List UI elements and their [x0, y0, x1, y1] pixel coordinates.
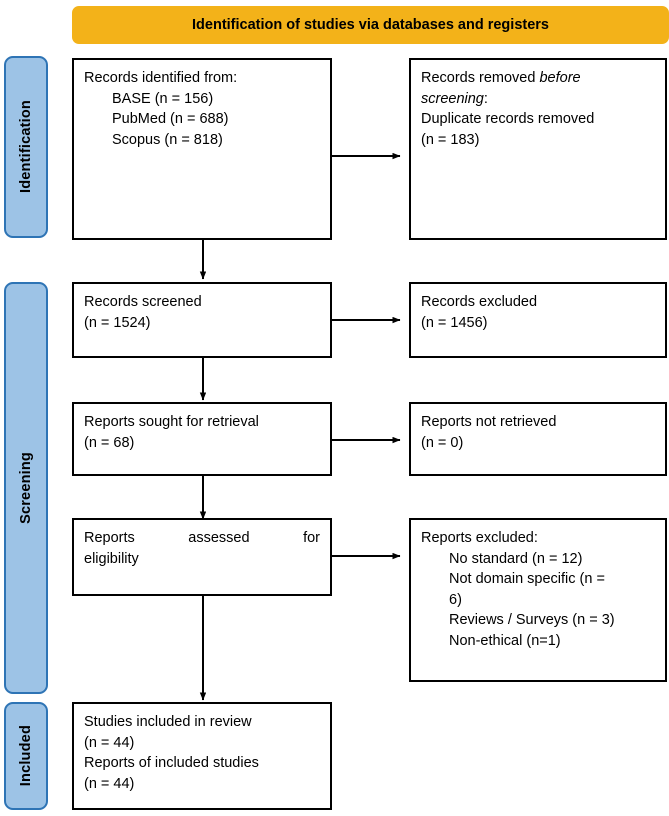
reports-excluded-item-not-domain-cont: 6): [449, 591, 462, 608]
phase-label-included: [4, 702, 48, 810]
records-identified-item-pubmed: PubMed (n = 688): [112, 111, 229, 128]
phase-label-identification: [4, 56, 48, 238]
records-removed-text-italic2: screening: [421, 90, 484, 107]
phase-label-screening: [4, 282, 48, 694]
records-removed-line2: [421, 89, 655, 110]
reports-excluded-item-non-ethical: Non-ethical (n=1): [449, 632, 561, 649]
diagram-banner-title: [72, 6, 669, 44]
records-excluded-line2: (n = 1456): [421, 314, 488, 331]
studies-included-line2: (n = 44): [84, 734, 135, 751]
records-removed-line3: Duplicate records removed: [421, 111, 595, 128]
records-excluded-line1: Records excluded: [421, 294, 538, 310]
box-studies-included: [72, 702, 332, 810]
records-removed-text-a: Records removed: [421, 70, 540, 86]
records-screened-line2: (n = 1524): [84, 314, 151, 331]
reports-sought-line1: Reports sought for retrieval: [84, 414, 259, 430]
box-records-removed: [409, 58, 667, 240]
box-records-excluded: [409, 282, 667, 358]
reports-excluded-heading: Reports excluded:: [421, 530, 538, 546]
records-identified-item-scopus: Scopus (n = 818): [112, 131, 223, 148]
reports-assessed-line1: Reports assessed for: [84, 530, 320, 546]
box-reports-excluded-reasons: [409, 518, 667, 682]
records-identified-item-base: BASE (n = 156): [112, 90, 214, 107]
studies-included-line3: Reports of included studies: [84, 755, 259, 772]
phase-identification-text: Identification: [18, 100, 34, 194]
box-reports-not-retrieved: [409, 402, 667, 476]
reports-excluded-item-no-standard: No standard (n = 12): [449, 550, 583, 567]
records-removed-line4: (n = 183): [421, 131, 480, 148]
records-screened-line1: Records screened: [84, 294, 202, 310]
banner-label: Identification of studies via databases and registers: [192, 17, 549, 33]
studies-included-line4: (n = 44): [84, 775, 135, 792]
reports-not-retrieved-line1: Reports not retrieved: [421, 414, 557, 430]
box-records-identified: [72, 58, 332, 240]
reports-assessed-line2: eligibility: [84, 550, 139, 567]
phase-included-text: Included: [18, 725, 34, 787]
records-removed-line1: [421, 68, 655, 89]
reports-sought-line2: (n = 68): [84, 434, 135, 451]
box-reports-assessed: [72, 518, 332, 596]
phase-screening-text: Screening: [18, 452, 34, 524]
box-records-screened: [72, 282, 332, 358]
reports-not-retrieved-line2: (n = 0): [421, 434, 464, 451]
records-removed-text-italic1: before: [539, 70, 581, 86]
box-reports-sought: [72, 402, 332, 476]
reports-excluded-item-reviews: Reviews / Surveys (n = 3): [449, 612, 615, 629]
reports-excluded-item-not-domain: Not domain specific (n =: [449, 571, 605, 588]
records-identified-heading: Records identified from:: [84, 70, 238, 86]
records-removed-text-colon: :: [483, 90, 488, 107]
studies-included-line1: Studies included in review: [84, 714, 252, 730]
